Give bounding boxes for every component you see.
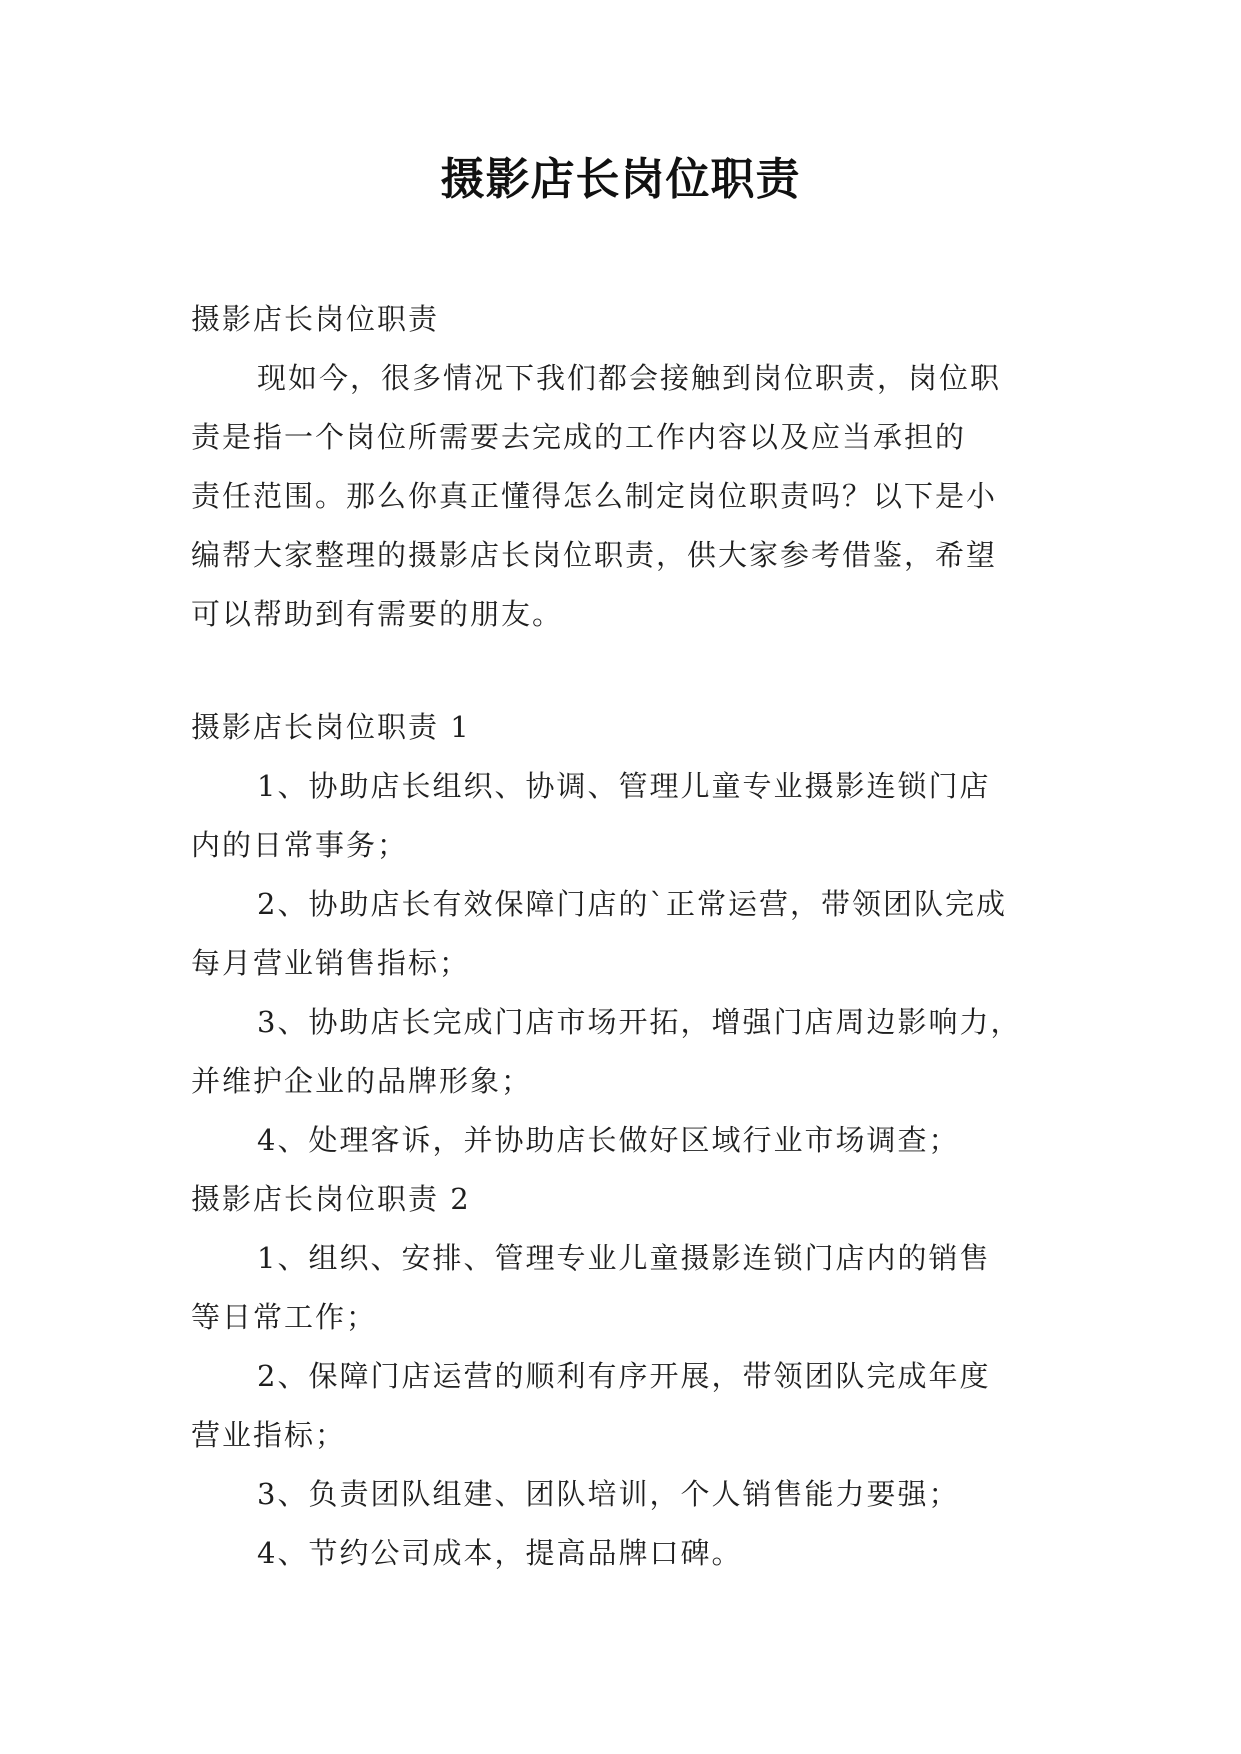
section-1-item-3-cont: 并维护企业的品牌形象； — [191, 1064, 533, 1098]
section-2-item-2-cont: 营业指标； — [191, 1418, 347, 1452]
intro-paragraph-line: 责任范围。那么你真正懂得怎么制定岗位职责吗？以下是小 — [191, 479, 998, 513]
section-2-item-2: 2、保障门店运营的顺利有序开展，带领团队完成年度 — [257, 1359, 991, 1393]
section-2-item-3: 3、负责团队组建、团队培训，个人销售能力要强； — [257, 1477, 960, 1511]
section-2-item-1-cont: 等日常工作； — [191, 1300, 378, 1334]
section-2-heading: 摄影店长岗位职责 2 — [191, 1182, 471, 1216]
section-1-item-2-cont: 每月营业销售指标； — [191, 946, 471, 980]
section-1-item-3: 3、协助店长完成门店市场开拓，增强门店周边影响力， — [257, 1005, 1022, 1039]
section-1-item-4: 4、处理客诉，并协助店长做好区域行业市场调查； — [257, 1123, 960, 1157]
section-2-item-4: 4、节约公司成本，提高品牌口碑。 — [257, 1536, 743, 1570]
body-heading: 摄影店长岗位职责 — [191, 302, 440, 336]
page-title: 摄影店长岗位职责 — [440, 154, 801, 205]
paragraph-gap — [191, 644, 1071, 698]
section-1-item-2: 2、协助店长有效保障门店的`正常运营，带领团队完成 — [257, 887, 1007, 921]
intro-paragraph-line: 责是指一个岗位所需要去完成的工作内容以及应当承担的 — [191, 420, 967, 454]
section-1-item-1: 1、协助店长组织、协调、管理儿童专业摄影连锁门店 — [257, 769, 991, 803]
intro-paragraph-line: 编帮大家整理的摄影店长岗位职责，供大家参考借鉴，希望 — [191, 538, 998, 572]
section-1-item-1-cont: 内的日常事务； — [191, 828, 409, 862]
section-1-heading: 摄影店长岗位职责 1 — [191, 710, 471, 744]
intro-paragraph-line: 现如今，很多情况下我们都会接触到岗位职责，岗位职 — [257, 361, 1002, 395]
section-2-item-1: 1、组织、安排、管理专业儿童摄影连锁门店内的销售 — [257, 1241, 991, 1275]
intro-paragraph-line: 可以帮助到有需要的朋友。 — [191, 597, 564, 631]
document-body — [191, 290, 1071, 1583]
